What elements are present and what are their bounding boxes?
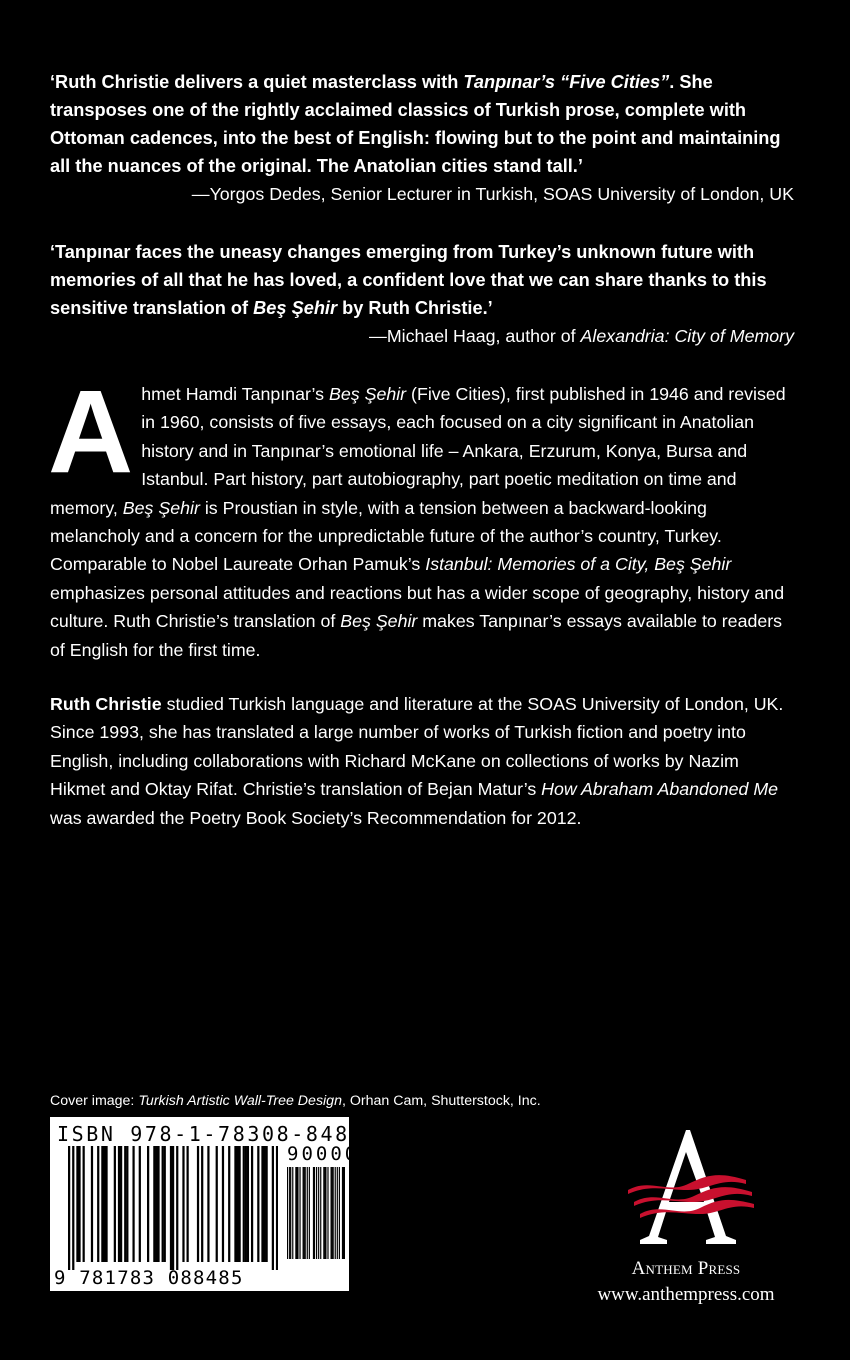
barcode-bar — [222, 1146, 224, 1262]
barcode-bar — [299, 1167, 300, 1259]
barcode-bar — [103, 1146, 105, 1262]
barcode-bar — [236, 1146, 238, 1262]
barcode-bar — [118, 1146, 120, 1262]
barcode-bar — [261, 1146, 263, 1262]
review-quote-haag: ‘Tanpınar faces the uneasy changes emerging from Turkey’s unknown future with memories of all that he has loved, a confident love that we can share thanks to this sensitive translation of Beş Şehir by Ruth Christie.’ — [50, 242, 767, 318]
barcode-bar — [228, 1146, 230, 1262]
barcode-bar — [201, 1146, 203, 1262]
barcode-bar — [197, 1146, 199, 1262]
barcode-bar — [296, 1167, 297, 1259]
barcode-bar — [124, 1146, 126, 1262]
barcode-bar — [216, 1146, 218, 1262]
barcode-bar — [172, 1146, 174, 1270]
barcode-bar — [76, 1146, 78, 1262]
barcode-bar — [290, 1167, 291, 1259]
barcode-bar — [162, 1146, 164, 1262]
barcode-bar — [333, 1167, 334, 1259]
barcode-bar — [287, 1167, 288, 1259]
barcode-bar — [316, 1167, 317, 1259]
barcode-bar — [297, 1167, 298, 1259]
barcode-bar — [276, 1146, 278, 1270]
publisher-name: Anthem Press — [631, 1258, 741, 1279]
publisher-logo — [570, 1128, 800, 1305]
barcode-bar — [139, 1146, 141, 1262]
barcode-bar — [304, 1167, 305, 1259]
barcode-bar — [83, 1146, 85, 1262]
barcode-bar — [289, 1167, 290, 1259]
barcode-bar — [337, 1167, 338, 1259]
barcode-bar — [105, 1146, 107, 1262]
barcode-bar — [263, 1146, 265, 1262]
cover-image-credit: Cover image: Turkish Artistic Wall-Tree Design, Orhan Cam, Shutterstock, Inc. — [50, 1093, 541, 1109]
barcode-bar — [342, 1167, 343, 1259]
barcode-bar — [147, 1146, 149, 1262]
quote-attribution-dedes: —Yorgos Dedes, Senior Lecturer in Turkish, SOAS University of London, UK — [191, 184, 794, 204]
barcode-bar — [307, 1167, 308, 1259]
barcode-bar — [335, 1167, 336, 1259]
barcode-bar — [320, 1167, 321, 1259]
barcode-bar — [155, 1146, 157, 1262]
barcode-bar — [344, 1167, 345, 1259]
barcode-bar — [245, 1146, 247, 1262]
barcode-bar — [239, 1146, 241, 1262]
barcode-bar — [266, 1146, 268, 1262]
barcode-bar — [176, 1146, 178, 1270]
barcode-bar — [243, 1146, 245, 1262]
barcode-bar — [303, 1167, 304, 1259]
barcode-bar — [164, 1146, 166, 1262]
barcode-bar — [323, 1167, 324, 1259]
barcode-bar — [126, 1146, 128, 1262]
barcode-bar — [331, 1167, 332, 1259]
barcode-bar — [313, 1167, 314, 1259]
barcode-bar — [153, 1146, 155, 1262]
barcode-bar — [257, 1146, 259, 1262]
barcode-bar — [247, 1146, 249, 1262]
barcode-bar — [187, 1146, 189, 1262]
barcode-bar — [339, 1167, 340, 1259]
translator-name: Ruth Christie — [50, 694, 162, 714]
barcode-bar — [295, 1167, 296, 1259]
barcode-bars — [68, 1146, 278, 1270]
quote-book-title: Beş Şehir — [253, 298, 338, 318]
anthem-a-logo-icon — [570, 1128, 802, 1256]
barcode-bar — [72, 1146, 74, 1270]
barcode-bar — [170, 1146, 172, 1270]
barcode-bar — [318, 1167, 319, 1259]
barcode-bar — [314, 1167, 315, 1259]
barcode-bar — [325, 1167, 326, 1259]
barcode-bar — [91, 1146, 93, 1262]
book-description: Ahmet Hamdi Tanpınar’s Beş Şehir (Five Cities), first published in 1946 and revised in 1960, consists of five essays, each focused on a city significant in Anatolian history and in Tanpınar’s emotional life – Ankara, Erzurum, Konya, Bursa and Istanbul. Part history, part autobiography, part poetic meditation on time and memory, Beş Şehir is Proustian in style, with a tension between a backward-looking melancholy and a concern for the unpredictable future of the author’s country, Turkey. Comparable to Nobel Laureate Orhan Pamuk’s Istanbul: Memories of a City, Beş Şehir emphasizes personal attitudes and reactions but has a wider scope of geography, history and culture. Ruth Christie’s translation of Beş Şehir makes Tanpınar’s essays available to readers of English for the first time. — [48, 366, 786, 660]
quote-book-title: Tanpınar’s “Five Cities” — [463, 72, 670, 92]
barcode-bar — [332, 1167, 333, 1259]
barcode-bar — [207, 1146, 209, 1262]
barcode-bar — [114, 1146, 116, 1262]
barcode-bar — [309, 1167, 310, 1259]
drop-cap: A — [48, 366, 134, 498]
review-quote-dedes: ‘Ruth Christie delivers a quiet masterclass with Tanpınar’s “Five Cities”. She transposes one of the rightly acclaimed classics of Turkish prose, complete with Ottoman cadences, into the best of English: flowing but to the point and maintaining all the nuances of the original. The Anatolian cities stand tall.’ — [50, 72, 781, 176]
publisher-url[interactable]: www.anthempress.com — [597, 1284, 775, 1305]
barcode-bar — [120, 1146, 122, 1262]
barcode-bar — [78, 1146, 80, 1262]
barcode-bar — [272, 1146, 274, 1270]
barcode-bar — [182, 1146, 184, 1262]
quote-attribution-haag: —Michael Haag, author of Alexandria: City of Memory — [369, 326, 794, 346]
barcode-bar — [132, 1146, 134, 1262]
barcode-bar — [234, 1146, 236, 1262]
barcode-bar — [251, 1146, 253, 1262]
ean-digits: 9 781783 088485 — [54, 1267, 244, 1289]
barcode-bar — [324, 1167, 325, 1259]
barcode-bar — [292, 1167, 293, 1259]
isbn-label: ISBN 978-1-78308-848-5 — [57, 1122, 380, 1146]
price-code: 90000 — [287, 1143, 360, 1165]
barcode-bar — [101, 1146, 103, 1262]
barcode-bar — [157, 1146, 159, 1262]
addon-barcode-bars — [287, 1167, 345, 1267]
isbn-barcode — [50, 1117, 380, 1291]
barcode-bar — [327, 1167, 328, 1259]
barcode-bar — [97, 1146, 99, 1262]
barcode-bar — [305, 1167, 306, 1259]
barcode-bar — [68, 1146, 70, 1270]
translator-bio: Ruth Christie studied Turkish language and literature at the SOAS University of London, UK. Since 1993, she has translated a large number of works of Turkish fiction and poetry into English, including collaborations with Richard McKane on collections of works by Nazim Hikmet and Oktay Rifat. Christie’s translation of Bejan Matur’s How Abraham Abandoned Me was awarded the Poetry Book Society’s Recommendation for 2012. — [50, 694, 784, 828]
barcode-bar — [343, 1167, 344, 1259]
